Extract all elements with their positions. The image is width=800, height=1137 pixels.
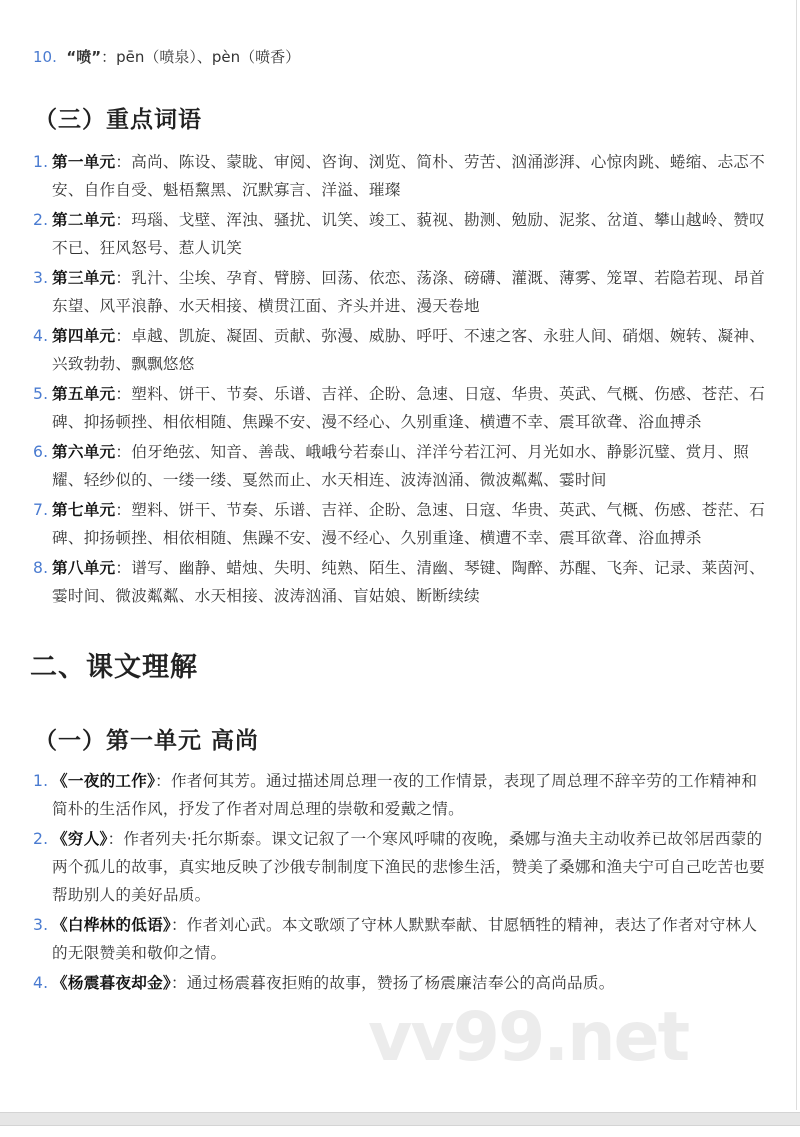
list-number: 1. <box>33 153 49 171</box>
list-item <box>0 554 800 610</box>
term: “喷” <box>66 48 102 66</box>
list-item <box>0 438 800 494</box>
lesson-title: 《杨震暮夜却金》 <box>52 974 171 992</box>
item-text: ：作者列夫·托尔斯泰。课文记叙了一个寒风呼啸的夜晚，桑娜与渔夫主动收养已故邻居西蒙的两个孤儿的故事，真实地反映了沙俄专制制度下渔民的悲惨生活，赞美了桑娜和渔夫宁可自己吃苦也要帮助别人的美好品质。 <box>52 830 765 904</box>
item-text: ：塑料、饼干、节奏、乐谱、吉祥、企盼、急速、日寇、华贵、英武、气概、伤感、苍茫、石碑、抑扬顿挫、相依相随、焦躁不安、漫不经心、久别重逢、横遭不幸、震耳欲聋、浴血搏杀 <box>52 385 765 431</box>
list-number: 4. <box>33 327 49 345</box>
unit-label: 第五单元 <box>52 385 116 403</box>
list-item <box>0 380 800 436</box>
list-number: 3. <box>33 916 49 934</box>
list-item <box>0 264 800 320</box>
list-item <box>0 825 800 909</box>
list-item <box>33 46 300 67</box>
unit-label: 第一单元 <box>52 153 116 171</box>
unit-label: 第四单元 <box>52 327 116 345</box>
unit-label: 第二单元 <box>52 211 116 229</box>
section-heading-unit1: （一）第一单元 高尚 <box>34 728 260 754</box>
list-item <box>0 969 800 997</box>
key-words-list <box>0 148 800 612</box>
list-number: 8. <box>33 559 49 577</box>
list-number: 2. <box>33 830 49 848</box>
item-text: ：谱写、幽静、蜡烛、失明、纯熟、陌生、清幽、琴键、陶醉、苏醒、飞奔、记录、莱茵河、霎时间、微波粼粼、水天相接、波涛汹涌、盲姑娘、断断续续 <box>52 559 765 605</box>
lesson-title: 《白桦林的低语》 <box>52 916 171 934</box>
item-text: ：伯牙绝弦、知音、善哉、峨峨兮若泰山、洋洋兮若江河、月光如水、静影沉璧、赏月、照耀、轻纱似的、一缕一缕、戛然而止、水天相连、波涛汹涌、微波粼粼、霎时间 <box>52 443 750 489</box>
list-number: 4. <box>33 974 49 992</box>
unit-label: 第六单元 <box>52 443 116 461</box>
list-number: 1. <box>33 772 49 790</box>
list-item <box>0 206 800 262</box>
item-text: ：作者何其芳。通过描述周总理一夜的工作情景，表现了周总理不辞辛劳的工作精神和简朴的生活作风，抒发了作者对周总理的崇敬和爱戴之情。 <box>52 772 758 818</box>
list-number: 5. <box>33 385 49 403</box>
list-item <box>0 496 800 552</box>
page-separator <box>0 1112 800 1126</box>
chapter-heading: 二、课文理解 <box>30 652 198 683</box>
item-text: ：高尚、陈设、蒙眬、审阅、咨询、浏览、简朴、劳苦、汹涌澎湃、心惊肉跳、蜷缩、忐忑不安、自作自受、魁梧黧黑、沉默寡言、洋溢、璀璨 <box>52 153 765 199</box>
list-number: 2. <box>33 211 49 229</box>
unit-label: 第三单元 <box>52 269 116 287</box>
unit-label: 第七单元 <box>52 501 116 519</box>
list-item <box>0 148 800 204</box>
lesson-title: 《穷人》 <box>52 830 108 848</box>
list-item <box>0 322 800 378</box>
item-text: ：作者刘心武。本文歌颂了守林人默默奉献、甘愿牺牲的精神，表达了作者对守林人的无限赞美和敬仰之情。 <box>52 916 758 962</box>
unit1-lessons-list <box>0 767 800 999</box>
list-number: 10. <box>33 48 57 66</box>
list-item <box>0 767 800 823</box>
list-number: 3. <box>33 269 49 287</box>
list-item <box>0 911 800 967</box>
item-text: ：卓越、凯旋、凝固、贡献、弥漫、威胁、呼吁、不速之客、永驻人间、硝烟、婉转、凝神、兴致勃勃、飘飘悠悠 <box>52 327 765 373</box>
list-number: 6. <box>33 443 49 461</box>
item-text: ：通过杨震暮夜拒贿的故事，赞扬了杨震廉洁奉公的高尚品质。 <box>170 974 615 992</box>
item-text: ：塑料、饼干、节奏、乐谱、吉祥、企盼、急速、日寇、华贵、英武、气概、伤感、苍茫、石碑、抑扬顿挫、相依相随、焦躁不安、漫不经心、久别重逢、横遭不幸、震耳欲聋、浴血搏杀 <box>52 501 765 547</box>
item-text: ：乳汁、尘埃、孕育、臂膀、回荡、依恋、荡涤、磅礴、灌溉、薄雾、笼罩、若隐若现、昂首东望、风平浪静、水天相接、横贯江面、齐头并进、漫天卷地 <box>52 269 765 315</box>
lesson-title: 《一夜的工作》 <box>52 772 156 790</box>
watermark: vv99.net <box>368 998 689 1077</box>
unit-label: 第八单元 <box>52 559 116 577</box>
section-heading-key-words: （三）重点词语 <box>34 107 202 133</box>
item-text: ：pēn（喷泉）、pèn（喷香） <box>101 48 301 66</box>
item-text: ：玛瑙、戈壁、浑浊、骚扰、讥笑、竣工、藐视、勘测、勉励、泥浆、岔道、攀山越岭、赞叹不已、狂风怒号、惹人讥笑 <box>52 211 765 257</box>
list-number: 7. <box>33 501 49 519</box>
